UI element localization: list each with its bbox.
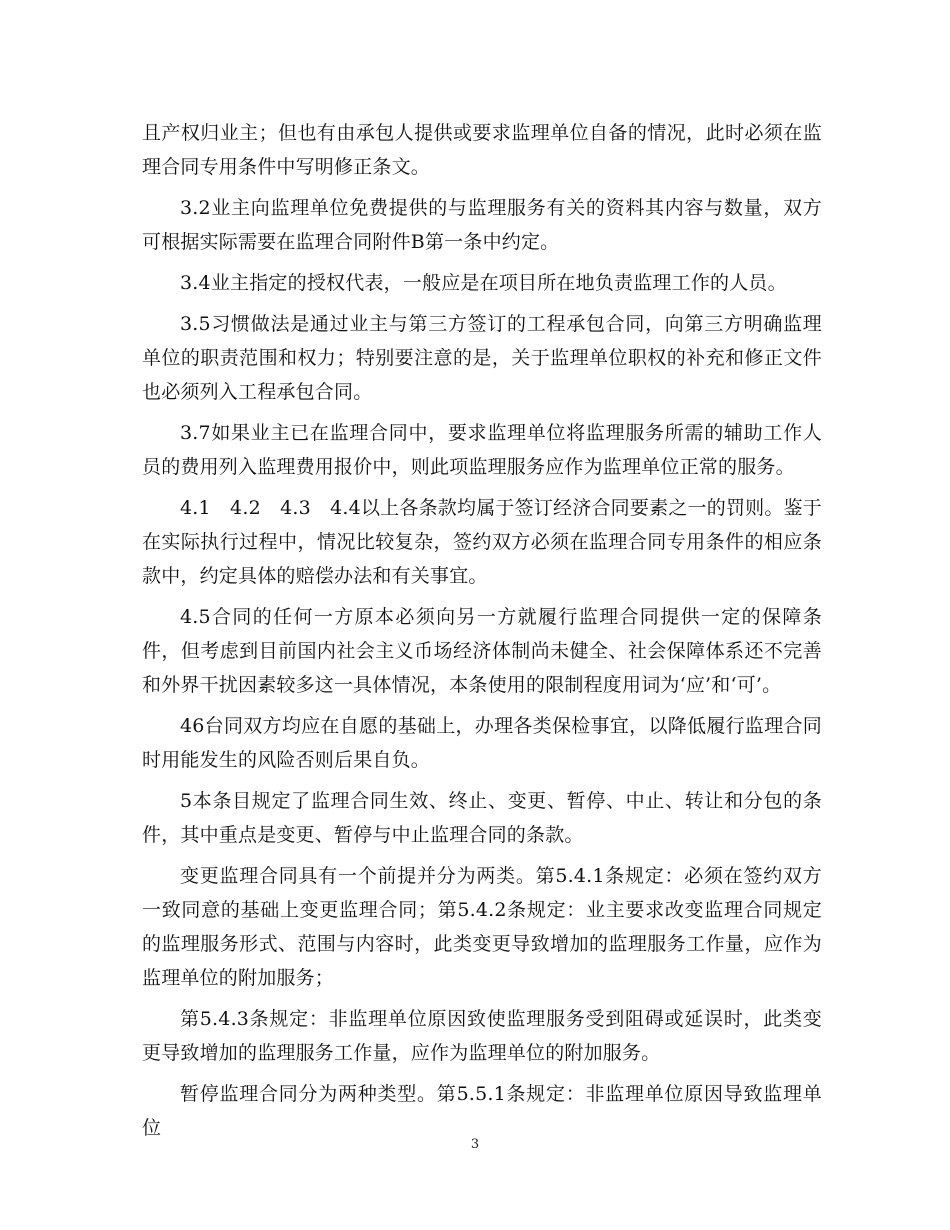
paragraph-4: 3.5习惯做法是通过业主与第三方签订的工程承包合同，向第三方明确监理单位的职责范围和权力；特别要注意的是，关于监理单位职权的补充和修正文件也必须列入工程承包合同。 — [142, 313, 822, 403]
paragraph-6: 4.1 4.2 4.3 4.4以上各条款均属于签订经济合同要素之一的罚则。鉴于在实际执行过程中，情况比较复杂，签约双方必须在监理合同专用条件的相应条款中，约定具体的赔偿办法和有关事宜。 — [142, 497, 822, 587]
paragraph-9: 5本条目规定了监理合同生效、终止、变更、暂停、中止、转让和分包的条件，其中重点是变更、暂停与中止监理合同的条款。 — [142, 790, 822, 846]
paragraph-12: 暂停监理合同分为两种类型。第5.5.1条规定：非监理单位原因导致监理单位 — [142, 1083, 822, 1139]
paragraph-11: 第5.4.3条规定：非监理单位原因致使监理服务受到阻碍或延误时，此类变更导致增加的监理服务工作量，应作为监理单位的附加服务。 — [142, 1008, 822, 1064]
paragraph-1: 且产权归业主；但也有由承包人提供或要求监理单位自备的情况，此时必须在监理合同专用条件中写明修正条文。 — [142, 122, 822, 178]
paragraph-8: 46台同双方均应在自愿的基础上，办理各类保检事宜，以降低履行监理合同时用能发生的风险否则后果自负。 — [142, 715, 822, 771]
paragraph-10: 变更监理合同具有一个前提并分为两类。第5.4.1条规定：必须在签约双方一致同意的基础上变更监理合同；第5.4.2条规定：业主要求改变监理合同规定的监理服务形式、范围与内容时，此类变更导致增加的监理服务工作量，应作为监理单位的附加服务； — [142, 865, 822, 989]
page-number: 3 — [470, 1137, 480, 1152]
paragraph-2: 3.2业主向监理单位免费提供的与监理服务有关的资料其内容与数量，双方可根据实际需要在监理合同附件B第一条中约定。 — [142, 197, 822, 253]
paragraph-7: 4.5合同的任何一方原本必须向另一方就履行监理合同提供一定的保障条件，但考虑到目前国内社会主义币场经济体制尚未健全、社会保障体系还不完善和外界干扰因素较多这一具体情况，本条使用的限制程度用词为‘应’和‘可’。 — [142, 606, 822, 696]
paragraph-3: 3.4业主指定的授权代表，一般应是在项目所在地负责监理工作的人员。 — [180, 272, 787, 294]
document-body — [142, 116, 822, 1152]
paragraph-5: 3.7如果业主已在监理合同中，要求监理单位将监理服务所需的辅助工作人员的费用列入监理费用报价中，则此项监理服务应作为监理单位正常的服务。 — [142, 422, 822, 478]
